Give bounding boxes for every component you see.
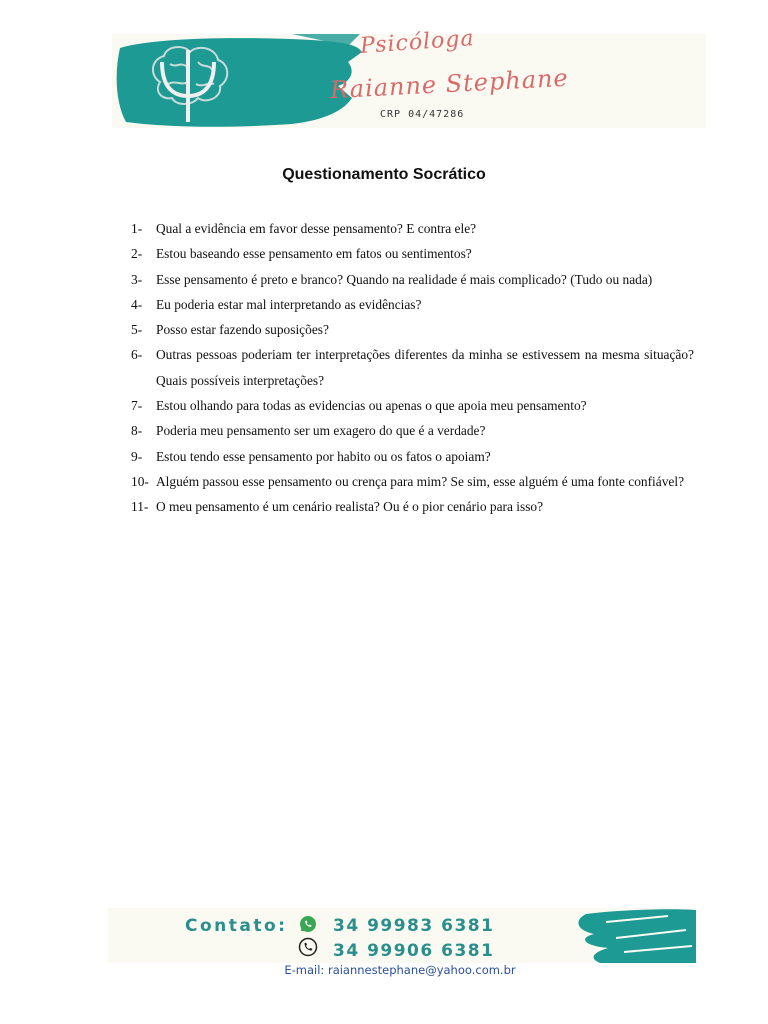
item-text: Estou olhando para todas as evidencias ou apenas o que apoia meu pensamento? [156,398,587,414]
whatsapp-icon [298,914,318,934]
question-list [131,216,694,520]
list-item [131,418,694,443]
item-text: Alguém passou esse pensamento ou crença para mim? Se sim, esse alguém é uma fonte confiável? [156,473,685,489]
list-item [131,393,694,418]
list-item [131,342,694,393]
list-item [131,317,694,342]
phone-icon [298,937,318,957]
item-number: 4- [131,296,143,312]
list-item [131,444,694,469]
item-number: 8- [131,423,143,439]
brand-name: Raianne Stephane [329,63,570,105]
item-number: 9- [131,448,143,464]
item-number: 10- [131,473,149,489]
contact-email[interactable]: E-mail: raiannestephane@yahoo.com.br [284,963,516,977]
item-number: 5- [131,322,143,338]
item-text: Estou tendo esse pensamento por habito ou os fatos o apoiam? [156,448,491,464]
brain-psi-logo [140,40,236,124]
item-number: 1- [131,221,143,236]
item-text: Estou baseando esse pensamento em fatos ou sentimentos? [156,246,472,262]
whatsapp-phone-number[interactable]: 34 99983 6381 [333,916,495,936]
item-text: Posso estar fazendo suposições? [156,322,329,338]
item-number: 11- [131,499,149,515]
list-item [131,267,694,292]
landline-phone-number[interactable]: 34 99906 6381 [333,941,495,961]
brand-crp-number: CRP 04/47286 [380,109,465,120]
item-number: 3- [131,271,143,287]
item-text: Eu poderia estar mal interpretando as evidências? [156,296,422,312]
contact-footer [108,908,696,963]
item-number: 7- [131,398,143,414]
item-text: Outras pessoas poderiam ter interpretações diferentes da minha se estivessem na mesma situação? Quais possíveis interpretações? [156,347,694,388]
item-text: Qual a evidência em favor desse pensamento? E contra ele? [156,221,477,236]
document-title: Questionamento Socrático [282,166,486,183]
list-item [131,241,694,266]
list-item [131,292,694,317]
item-number: 6- [131,347,143,363]
list-item [131,469,694,494]
brand-title-psicologa: Psicóloga [359,26,476,59]
item-text: O meu pensamento é um cenário realista? Ou é o pior cenário para isso? [156,499,544,515]
item-text: Esse pensamento é preto e branco? Quando na realidade é mais complicado? (Tudo ou nada) [156,271,653,287]
contact-label: Contato: [185,916,288,936]
item-number: 2- [131,246,143,262]
item-text: Poderia meu pensamento ser um exagero do que é a verdade? [156,423,486,439]
list-item [131,216,694,241]
list-item [131,494,694,519]
